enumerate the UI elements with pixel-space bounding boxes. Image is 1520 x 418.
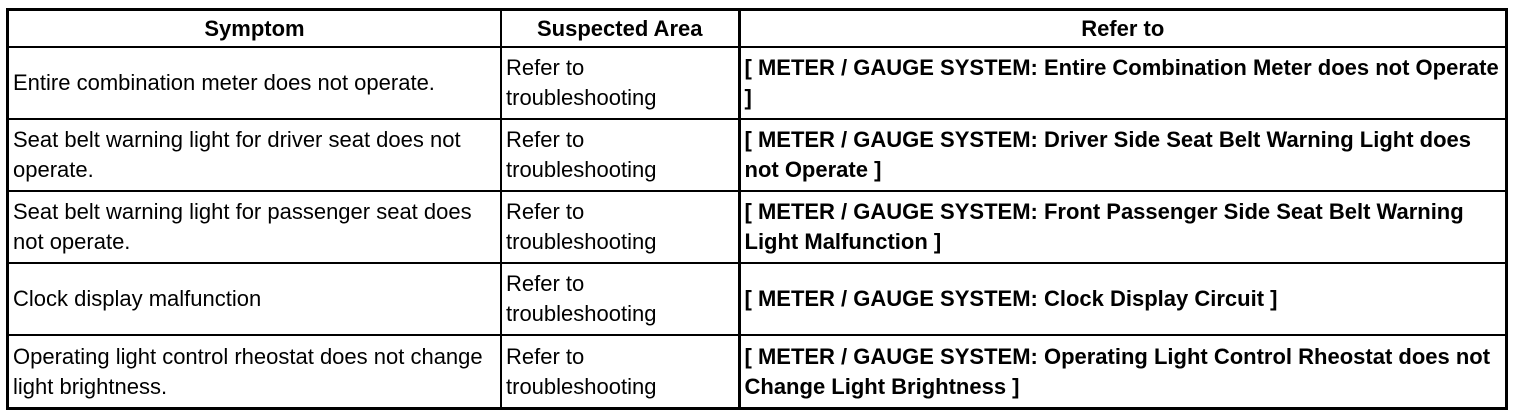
- table-row: [9, 263, 1505, 335]
- symptom-table: [9, 11, 1505, 407]
- table-header-row: [9, 11, 1505, 47]
- table-row: [9, 191, 1505, 263]
- symptom-cell: Seat belt warning light for passenger seat does not operate.: [9, 191, 501, 263]
- table-row: [9, 335, 1505, 407]
- symptom-cell: Clock display malfunction: [9, 263, 501, 335]
- suspected-area-cell: Refer to troubleshooting: [501, 335, 739, 407]
- header-refer-to: Refer to: [739, 11, 1505, 47]
- header-suspected-area: Suspected Area: [501, 11, 739, 47]
- table-row: [9, 119, 1505, 191]
- suspected-area-cell: Refer to troubleshooting: [501, 191, 739, 263]
- refer-to-link[interactable]: [ METER / GAUGE SYSTEM: Clock Display Circuit ]: [739, 263, 1505, 335]
- suspected-area-cell: Refer to troubleshooting: [501, 47, 739, 119]
- suspected-area-cell: Refer to troubleshooting: [501, 119, 739, 191]
- symptom-cell: Operating light control rheostat does not change light brightness.: [9, 335, 501, 407]
- symptom-cell: Seat belt warning light for driver seat does not operate.: [9, 119, 501, 191]
- symptom-cell: Entire combination meter does not operate.: [9, 47, 501, 119]
- table-row: [9, 47, 1505, 119]
- symptom-table-frame: [6, 8, 1508, 410]
- refer-to-link[interactable]: [ METER / GAUGE SYSTEM: Operating Light Control Rheostat does not Change Light Brightness ]: [739, 335, 1505, 407]
- suspected-area-cell: Refer to troubleshooting: [501, 263, 739, 335]
- refer-to-link[interactable]: [ METER / GAUGE SYSTEM: Entire Combination Meter does not Operate ]: [739, 47, 1505, 119]
- refer-to-link[interactable]: [ METER / GAUGE SYSTEM: Driver Side Seat Belt Warning Light does not Operate ]: [739, 119, 1505, 191]
- refer-to-link[interactable]: [ METER / GAUGE SYSTEM: Front Passenger Side Seat Belt Warning Light Malfunction ]: [739, 191, 1505, 263]
- header-symptom: Symptom: [9, 11, 501, 47]
